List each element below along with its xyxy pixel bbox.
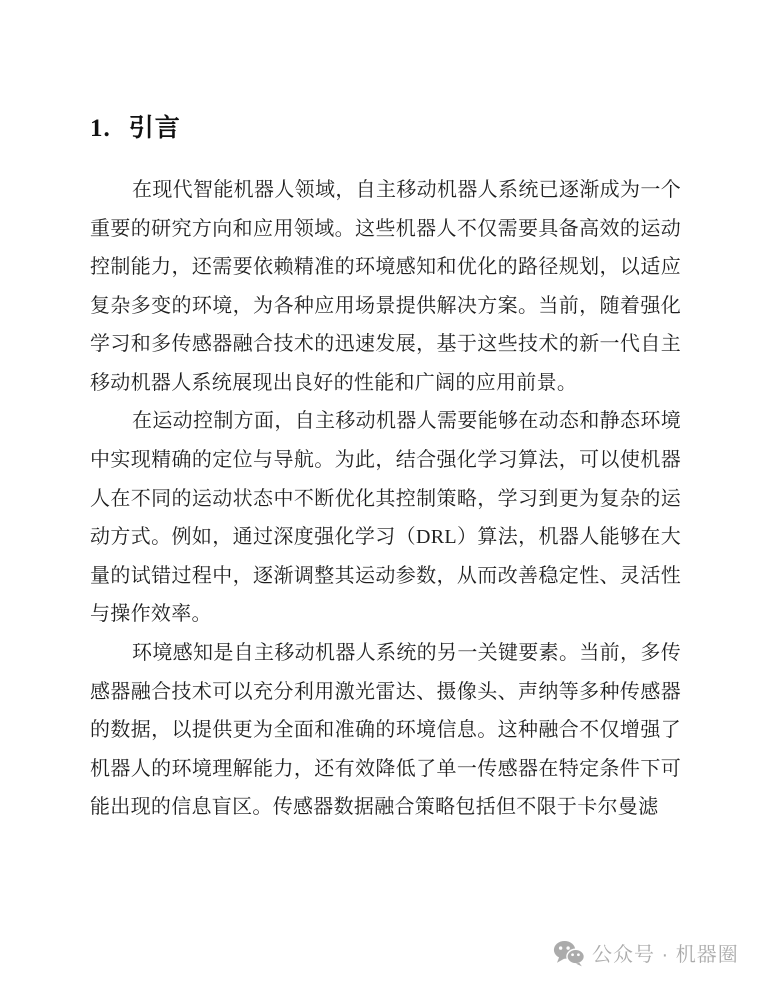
watermark-text: 公众号 · 机器圈 xyxy=(592,944,739,966)
paragraph-2-line-4: 动方式。例如，通过深度强化学习（DRL）算法，机器人能够在大 xyxy=(90,526,681,549)
section-heading xyxy=(90,108,181,144)
body-text xyxy=(90,171,681,827)
paragraph-1-line-2: 重要的研究方向和应用领域。这些机器人不仅需要具备高效的运动 xyxy=(90,217,681,240)
paragraph-3-line-4: 机器人的环境理解能力，还有效降低了单一传感器在特定条件下可 xyxy=(90,757,681,780)
paragraph-2-line-3: 人在不同的运动状态中不断优化其控制策略，学习到更为复杂的运 xyxy=(90,487,681,510)
paragraph-1-line-4: 复杂多变的环境，为各种应用场景提供解决方案。当前，随着强化 xyxy=(90,294,681,317)
paragraph-2-line-2: 中实现精确的定位与导航。为此，结合强化学习算法，可以使机器 xyxy=(90,449,681,472)
paragraph-1-line-6: 移动机器人系统展现出良好的性能和广阔的应用前景。 xyxy=(90,371,578,394)
watermark xyxy=(553,938,739,967)
wechat-icon xyxy=(553,939,585,967)
paragraph-2-line-6: 与操作效率。 xyxy=(90,603,212,626)
paragraph-3-line-1: 环境感知是自主移动机器人系统的另一关键要素。当前，多传 xyxy=(132,641,681,664)
paragraph-3-line-2: 感器融合技术可以充分利用激光雷达、摄像头、声纳等多种传感器 xyxy=(90,680,681,703)
paragraph-1-line-3: 控制能力，还需要依赖精准的环境感知和优化的路径规划，以适应 xyxy=(90,256,681,279)
section-number: 1. xyxy=(90,115,111,142)
section-title: 引言 xyxy=(128,115,181,142)
paragraph-3-line-3: 的数据，以提供更为全面和准确的环境信息。这种融合不仅增强了 xyxy=(90,719,681,742)
paragraph-1-line-5: 学习和多传感器融合技术的迅速发展，基于这些技术的新一代自主 xyxy=(90,333,681,356)
paragraph-1-line-1: 在现代智能机器人领域，自主移动机器人系统已逐渐成为一个 xyxy=(132,179,681,201)
paragraph-2-line-1: 在运动控制方面，自主移动机器人需要能够在动态和静态环境 xyxy=(132,410,681,433)
paragraph-2-line-5: 量的试错过程中，逐渐调整其运动参数，从而改善稳定性、灵活性 xyxy=(90,564,681,587)
paragraph-3-line-5: 能出现的信息盲区。传感器数据融合策略包括但不限于卡尔曼滤 xyxy=(90,796,659,819)
